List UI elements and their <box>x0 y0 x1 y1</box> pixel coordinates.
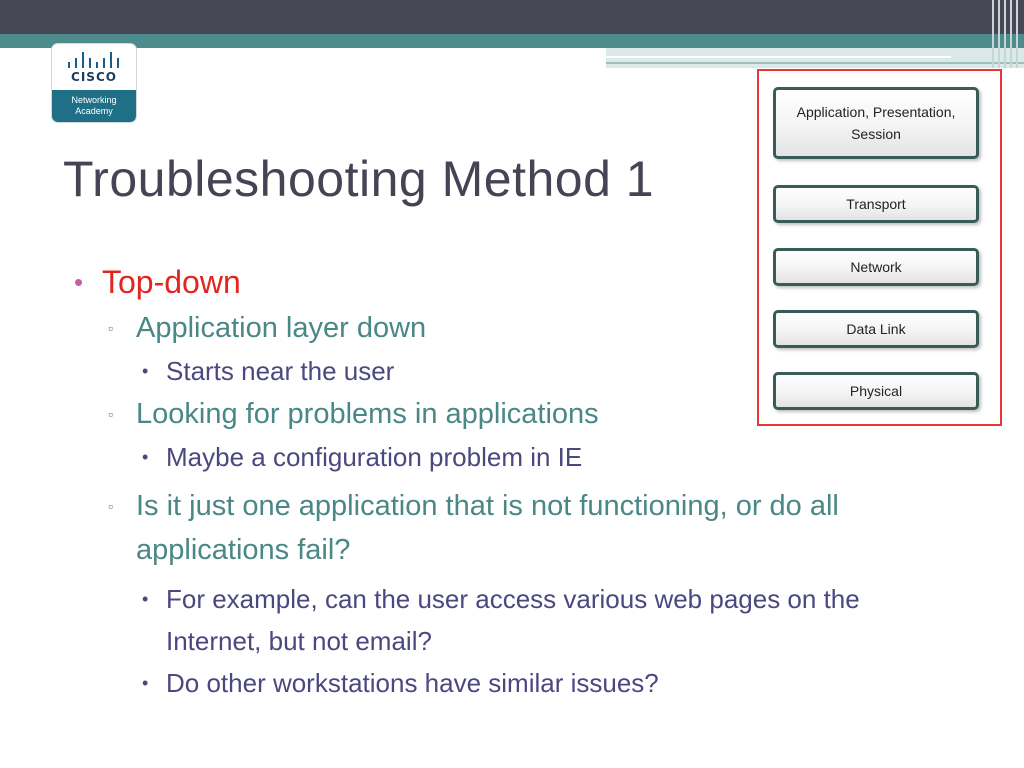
osi-layer-transport <box>773 185 979 223</box>
bullet-square-icon: ▫ <box>108 320 113 336</box>
osi-layer-network <box>773 248 979 286</box>
layer-label: Application, Presentation, Session <box>796 104 956 142</box>
osi-layer-data-link <box>773 310 979 348</box>
bullet-level3 <box>138 436 952 478</box>
bullet-dot-icon: • <box>74 267 84 297</box>
bullet-text: Do other workstations have similar issues? <box>166 668 659 698</box>
header-band-dark <box>0 0 1024 34</box>
header-stripes <box>990 0 1024 68</box>
bullet-text: Application layer down <box>136 312 427 344</box>
layer-label: Physical <box>849 383 903 399</box>
layer-label: Network <box>850 259 902 275</box>
logo-subtitle-line2: Academy <box>75 106 113 116</box>
bullet-text: Starts near the user <box>166 356 395 386</box>
header-line <box>606 62 1024 64</box>
logo-brand: CISCO <box>71 70 117 84</box>
layer-label: Transport <box>846 196 906 212</box>
bullet-dot-icon: • <box>142 361 149 381</box>
slide-title: Troubleshooting Method 1 <box>63 151 655 207</box>
bullet-text: For example, can the user access various web pages on the Internet, but not email? <box>166 584 860 656</box>
logo-subtitle <box>52 90 136 123</box>
bullet-square-icon: ▫ <box>108 406 113 422</box>
bullet-square-icon: ▫ <box>108 498 113 514</box>
header-band-teal <box>0 34 1024 48</box>
osi-layer-diagram <box>757 69 1002 426</box>
bullet-text: Looking for problems in applications <box>136 398 599 430</box>
bullet-text: Is it just one application that is not functioning, or do all applications fail? <box>136 490 839 566</box>
layer-label: Data Link <box>846 321 906 337</box>
logo-subtitle-line1: Networking <box>71 95 117 105</box>
bullet-level2 <box>108 484 952 572</box>
osi-layer-physical <box>773 372 979 410</box>
header-band-light <box>606 48 1024 68</box>
cisco-bars-icon <box>66 50 122 68</box>
header-line <box>606 56 951 58</box>
osi-layer-application <box>773 87 979 159</box>
cisco-networking-academy-logo <box>51 43 137 123</box>
bullet-level3 <box>138 578 952 662</box>
bullet-level3 <box>138 662 952 704</box>
bullet-dot-icon: • <box>142 447 149 467</box>
bullet-dot-icon: • <box>142 673 149 693</box>
bullet-dot-icon: • <box>142 589 149 609</box>
bullet-text: Top-down <box>102 264 241 300</box>
bullet-text: Maybe a configuration problem in IE <box>166 442 583 472</box>
